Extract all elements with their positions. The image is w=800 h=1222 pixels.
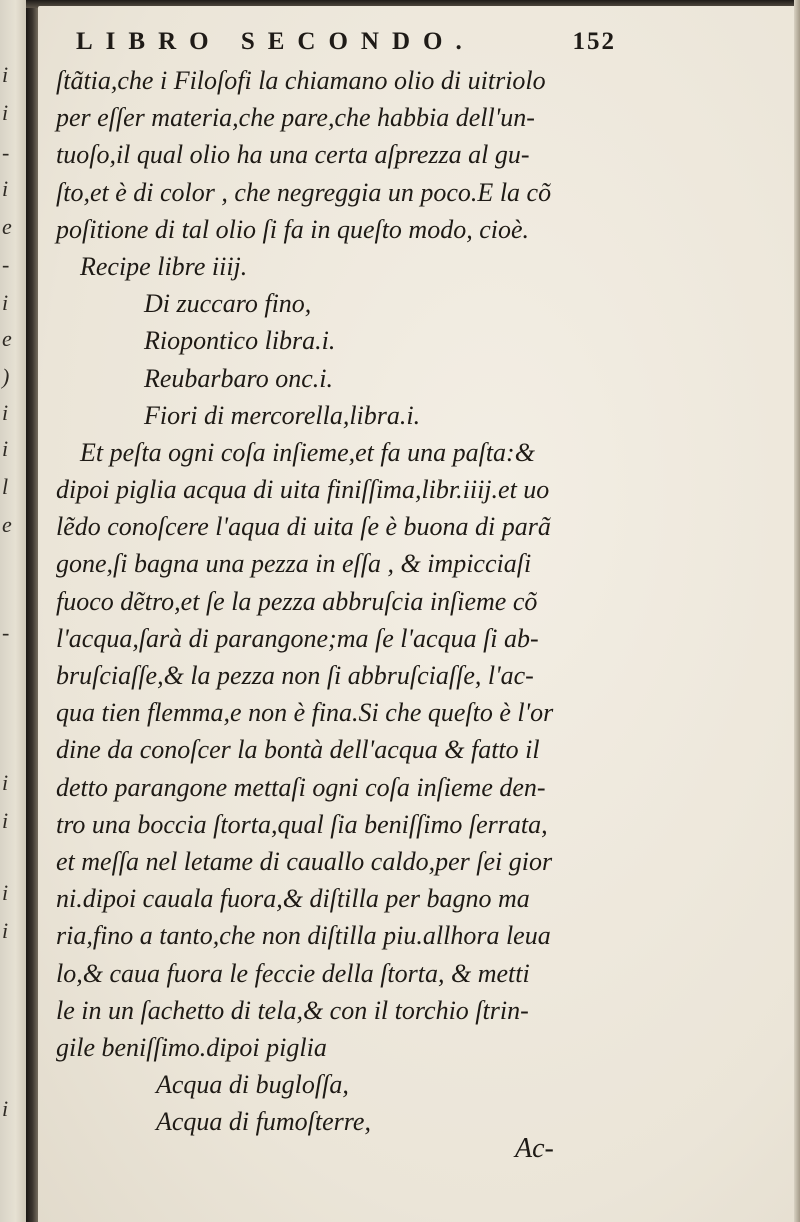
- text-line: fuoco dẽtro,et ſe la pezza abbruſcia inſieme cõ: [56, 586, 538, 616]
- text-line: poſitione di tal olio ſi fa in queſto modo, cioè.: [56, 214, 530, 244]
- recipe-heading: Recipe libre iiij.: [80, 251, 248, 281]
- text-line: ſtãtia,che i Filoſofi la chiamano olio di uitriolo: [56, 66, 546, 95]
- page-number: 152: [572, 28, 616, 55]
- catchword: Ac-: [515, 1133, 554, 1164]
- margin-fragment: ): [2, 364, 10, 389]
- margin-fragment: i: [2, 436, 9, 461]
- margin-fragment: e: [2, 512, 12, 537]
- margin-fragment: i: [2, 176, 9, 201]
- ingredient-line: Riopontico libra.i.: [144, 326, 336, 356]
- margin-fragment: i: [2, 770, 9, 795]
- margin-fragment: i: [2, 1096, 9, 1121]
- margin-fragment: i: [2, 808, 9, 833]
- margin-fragment: -: [2, 140, 10, 165]
- text-line: bruſciaſſe,& la pezza non ſi abbruſciaſſe, l'ac-: [56, 661, 534, 690]
- page-right-edge: [794, 0, 800, 1222]
- text-line: et meſſa nel letame di cauallo caldo,per ſei gior: [56, 846, 553, 876]
- text-line: tro una boccia ſtorta,qual ſia beniſſimo ſerrata,: [56, 809, 548, 839]
- margin-fragment: i: [2, 290, 9, 315]
- margin-fragment: i: [2, 100, 9, 125]
- margin-fragment: i: [2, 918, 9, 943]
- text-line: ni.dipoi cauala fuora,& diſtilla per bagno ma: [56, 884, 530, 914]
- margin-fragment: -: [2, 620, 10, 645]
- margin-fragment: l: [2, 474, 9, 499]
- text-line: lẽdo conoſcere l'aqua di uita ſe è buona di parã: [56, 512, 551, 542]
- ingredient-line: Acqua di bugloſſa,: [156, 1070, 349, 1100]
- paragraph-start: Et peſta ogni coſa inſieme,et fa una paſta:&: [80, 437, 535, 467]
- text-line: ria,fino a tanto,che non diſtilla piu.allhora leua: [56, 921, 551, 951]
- text-line: tuoſo,il qual olio ha una certa aſprezza al gu-: [56, 140, 530, 170]
- ingredient-line: Acqua di fumoſterre,: [156, 1107, 371, 1137]
- margin-fragment: i: [2, 62, 9, 87]
- margin-fragment: -: [2, 252, 10, 277]
- margin-fragment: e: [2, 326, 12, 351]
- margin-fragment: i: [2, 880, 9, 905]
- text-line: per eſſer materia,che pare,che habbia dell'un-: [56, 103, 535, 133]
- text-line: dine da conoſcer la bontà dell'acqua & fatto il: [56, 735, 540, 765]
- running-title: LIBRO SECONDO.: [76, 28, 475, 55]
- text-line: gone,ſi bagna una pezza in eſſa , & impicciaſi: [56, 549, 532, 579]
- text-line: le in un ſachetto di tela,& con il torchio ſtrin-: [56, 995, 529, 1025]
- text-line: detto parangone mettaſi ogni coſa inſieme den-: [56, 772, 546, 802]
- text-line: gile beniſſimo.dipoi piglia: [56, 1032, 327, 1062]
- ingredient-line: Di zuccaro fino,: [144, 289, 312, 319]
- text-line: qua tien flemma,e non è fina.Si che queſto è l'or: [56, 698, 554, 728]
- ingredient-line: Reubarbaro onc.i.: [144, 363, 333, 393]
- ingredient-line: Fiori di mercorella,libra.i.: [144, 400, 421, 430]
- margin-fragment: e: [2, 214, 12, 239]
- text-line: dipoi piglia acqua di uita finiſſima,libr.iiij.et uo: [56, 475, 550, 505]
- text-line: l'acqua,ſarà di parangone;ma ſe l'acqua ſi ab-: [56, 623, 539, 653]
- text-line: ſto,et è di color , che negreggia un poco.E la cõ: [56, 177, 552, 207]
- body-text: [56, 62, 626, 1140]
- page-header: [76, 28, 616, 62]
- text-line: lo,& caua fuora le feccie della ſtorta, & metti: [56, 958, 530, 988]
- margin-fragment: i: [2, 400, 9, 425]
- facing-page-edge: [0, 0, 26, 1222]
